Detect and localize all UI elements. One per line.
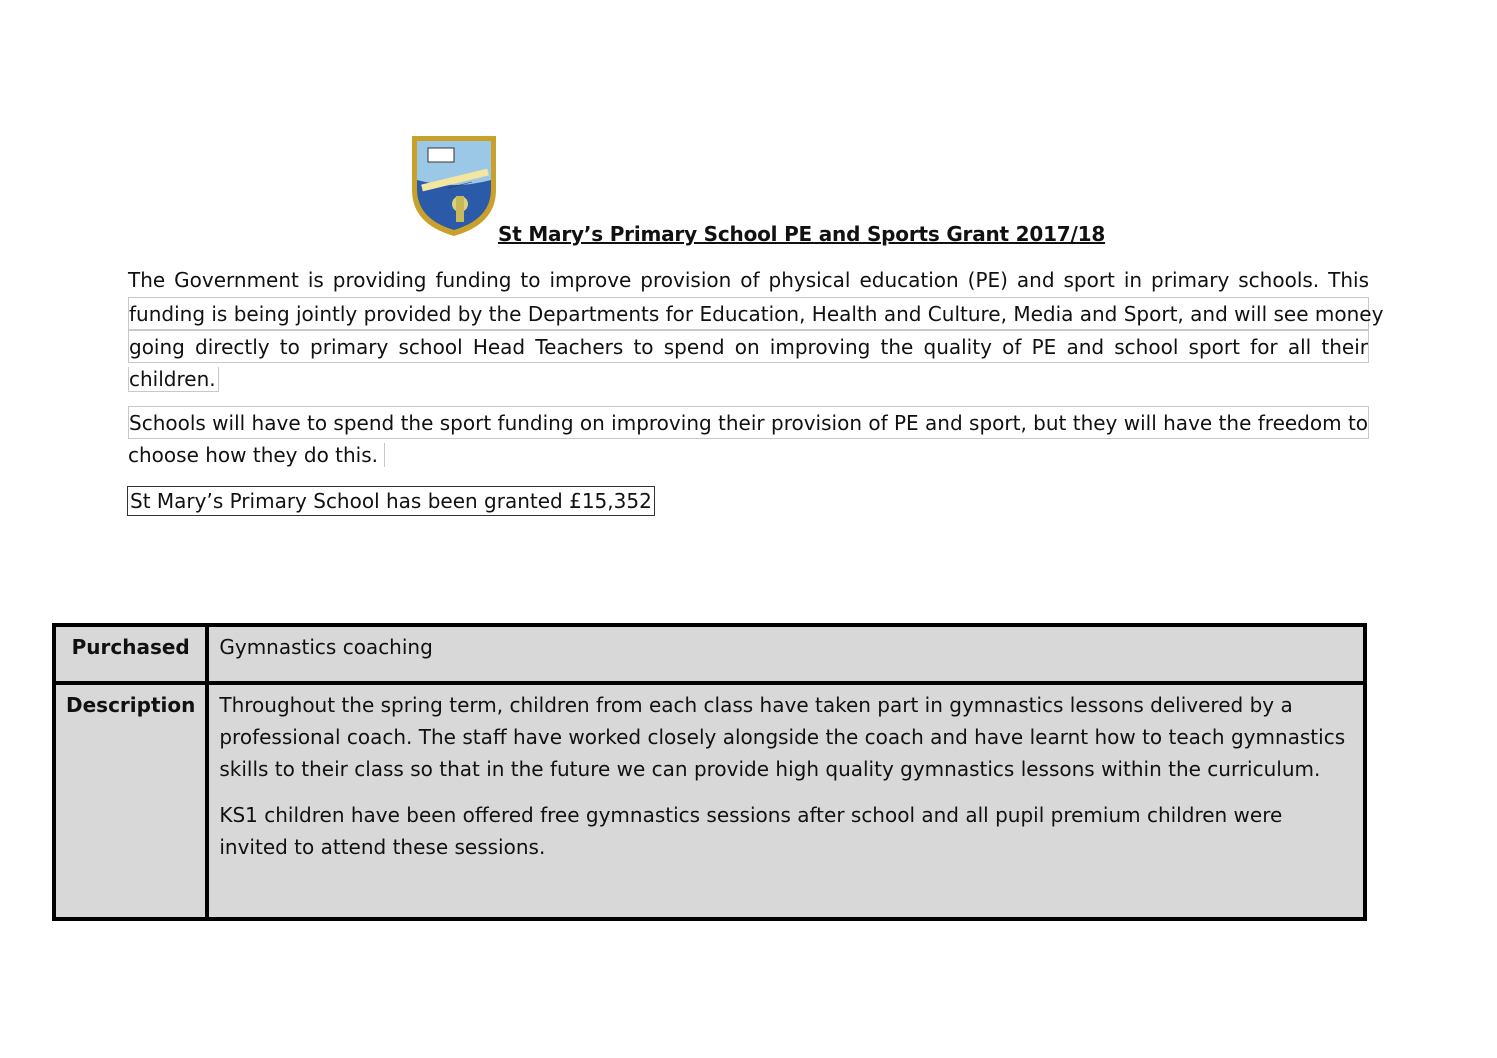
- description-paragraph-2: KS1 children have been offered free gymnastics sessions after school and all pupil premium children were invited to attend these sessions.: [219, 803, 1283, 859]
- school-crest-icon: [408, 132, 500, 238]
- purchased-text: Gymnastics coaching: [219, 635, 433, 659]
- row-value-purchased: [209, 627, 1363, 685]
- grant-amount: St Mary’s Primary School has been granted £15,352: [127, 486, 655, 516]
- row-value-description: [209, 685, 1363, 917]
- row-label-purchased: Purchased: [56, 627, 209, 685]
- table-row: [56, 685, 1363, 917]
- spending-paragraph: [128, 406, 1369, 472]
- intro-line-1: The Government is providing funding to improve provision of physical education (PE) and sport in primary schools. This: [128, 264, 1369, 297]
- intro-paragraph: [128, 264, 1384, 396]
- intro-line-4: children.: [128, 363, 1369, 396]
- intro-line-3: going directly to primary school Head Teachers to spend on improving the quality of PE and school sport for all their: [128, 330, 1369, 363]
- table-row: [56, 627, 1363, 685]
- description-paragraph-1: Throughout the spring term, children from each class have taken part in gymnastics lessons delivered by a professional coach. The staff have worked closely alongside the coach and have learnt how to teach gymnastics skills to their class so that in the future we can provide high quality gymnastics lessons within the curriculum.: [219, 693, 1346, 781]
- intro-line-2: funding is being jointly provided by the Departments for Education, Health and Culture, Media and Sport, and will see money: [128, 297, 1369, 330]
- grant-spending-table: [52, 623, 1367, 921]
- spending-line-2: choose how they do this.: [128, 439, 1369, 472]
- row-label-description: Description: [56, 685, 209, 917]
- spending-line-1: Schools will have to spend the sport funding on improving their provision of PE and sport, but they will have the freedom to: [128, 406, 1369, 439]
- page-title: St Mary’s Primary School PE and Sports Grant 2017/18: [498, 222, 1106, 246]
